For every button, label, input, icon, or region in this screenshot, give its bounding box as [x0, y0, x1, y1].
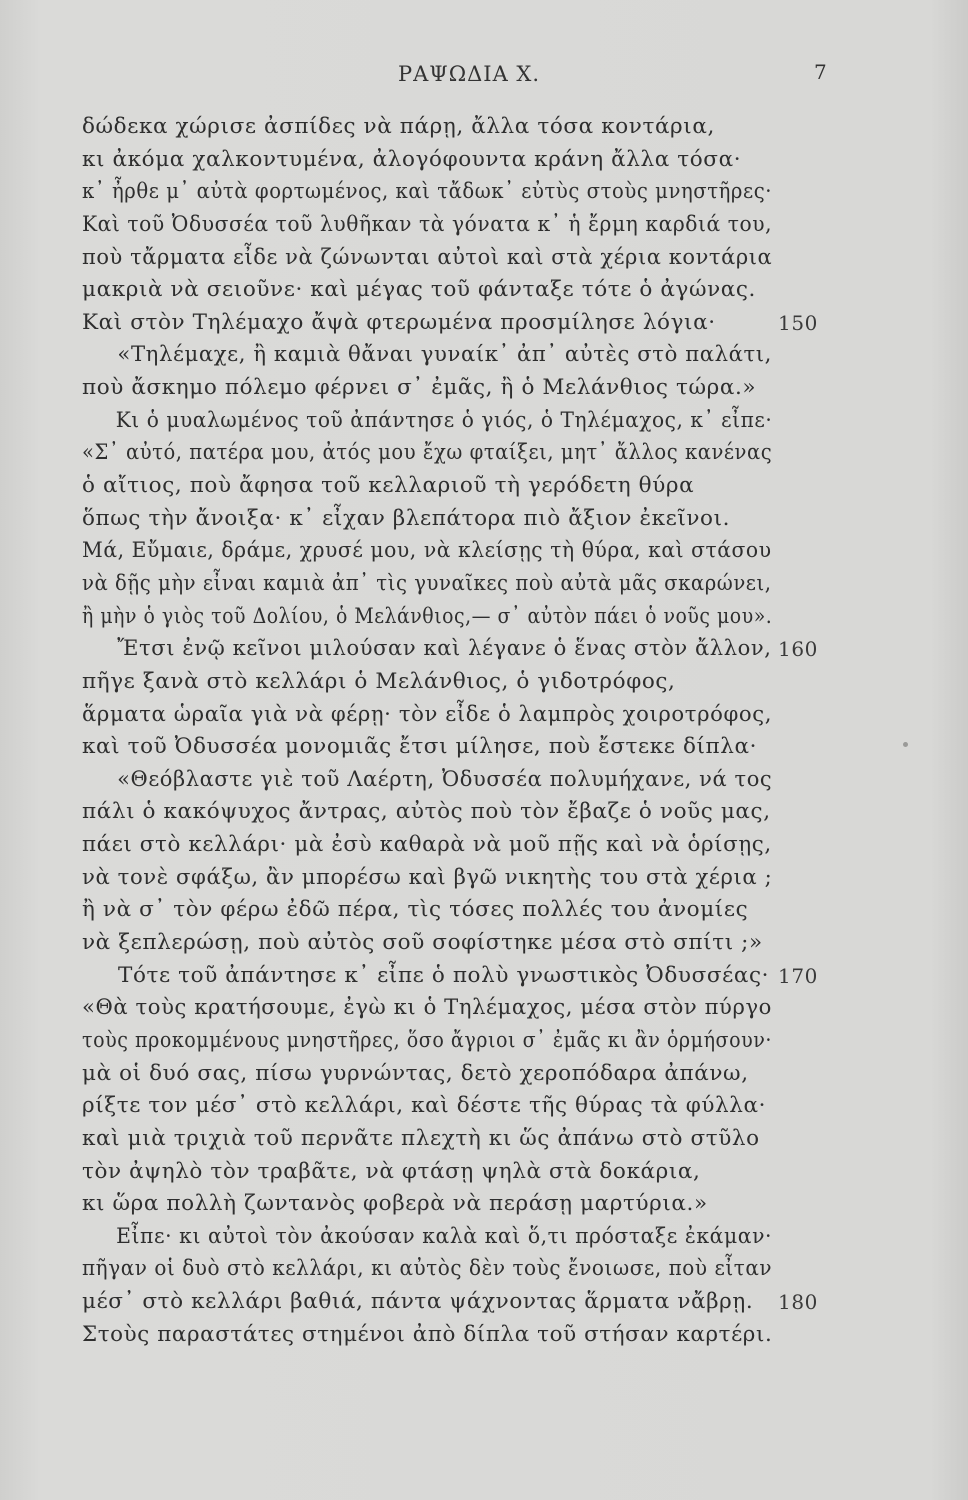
verse-line-text: ὁ αἴτιος, ποὺ ἄφησα τοῦ κελλαριοῦ τὴ γερόδετη θύρα	[82, 473, 695, 499]
verse-line	[82, 1286, 872, 1319]
verse-line-text: μὰ οἱ δυό σας, πίσω γυρνώντας, δετὸ χεροπόδαρα ἀπάνω,	[82, 1060, 749, 1086]
verse-line-text: νὰ ξεπλερώσῃ, ποὺ αὐτὸς σοῦ σοφίστηκε μέσα στὸ σπίτι ;»	[82, 930, 763, 956]
verse-line-text: «Τηλέμαχε, ἢ καμιὰ θἄναι γυναίκ᾿ ἀπ᾿ αὐτὲς στὸ παλάτι,	[117, 342, 773, 368]
verse-line	[82, 1025, 872, 1058]
verse-line-text: Τότε τοῦ ἀπάντησε κ᾿ εἶπε ὁ πολὺ γνωστικὸς Ὀδυσσέας·	[118, 962, 770, 988]
verse-line-text: δώδεκα χώρισε ἀσπίδες νὰ πάρῃ, ἄλλα τόσα κοντάρια,	[82, 114, 715, 139]
page-header	[0, 62, 968, 92]
verse-line-text: μέσ᾿ στὸ κελλάρι βαθιά, πάντα ψάχνοντας ἅρματα νἄβρῃ.	[82, 1289, 754, 1315]
verse-line	[82, 144, 872, 177]
verse-line-text: ποὺ τἄρματα εἶδε νὰ ζώνωνται αὐτοὶ καὶ στὰ χέρια κοντάρια	[82, 244, 773, 270]
verse-line-text: «Σ᾿ αὐτό, πατέρα μου, ἀτός μου ἔχω φταίξει, μητ᾿ ἄλλος κανένας	[82, 440, 773, 466]
verse-line-text: Καὶ στὸν Τηλέμαχο ἄψὰ φτερωμένα προσμίλησε λόγια·	[82, 309, 716, 335]
verse-line	[82, 1221, 872, 1254]
verse-line-text: Στοὺς παραστάτες στημένοι ἀπὸ δίπλα τοῦ στήσαν καρτέρι.	[82, 1321, 773, 1347]
verse-line	[82, 535, 872, 568]
line-number: 160	[778, 637, 818, 662]
verse-line	[82, 1156, 872, 1189]
verse-line	[82, 1188, 872, 1221]
verse-line-text: καὶ τοῦ Ὀδυσσέα μονομιᾶς ἔτσι μίλησε, ποὺ ἔστεκε δίπλα·	[82, 734, 758, 760]
verse-line	[82, 764, 872, 797]
verse-line-text: «Θὰ τοὺς κρατήσουμε, ἐγὼ κι ὁ Τηλέμαχος, μέσα στὸν πύργο	[82, 995, 772, 1021]
verse-line	[82, 274, 872, 307]
verse-line	[82, 666, 872, 699]
verse-line-text: κι ἀκόμα χαλκοντυμένα, ἀλογόφουντα κράνη ἄλλα τόσα·	[82, 146, 742, 172]
verse-line	[82, 503, 872, 536]
verse-line	[82, 862, 872, 895]
verse-line	[82, 731, 872, 764]
verse-line-text: Εἶπε· κι αὐτοὶ τὸν ἀκούσαν καλὰ καὶ ὅ,τι πρόσταξε ἐκάμαν·	[116, 1223, 773, 1249]
verse-line	[82, 894, 872, 927]
verse-line-text: καὶ μιὰ τριχιὰ τοῦ περνᾶτε πλεχτὴ κι ὥς ἀπάνω στὸ στῦλο	[82, 1125, 760, 1151]
verse-line-text: κι ὥρα πολλὴ ζωντανὸς φοβερὰ νὰ περάσῃ μαρτύρια.»	[82, 1191, 708, 1217]
page-number: 7	[814, 60, 827, 84]
verse-line	[82, 699, 872, 732]
verse-line	[82, 960, 872, 993]
verse-line-text: πάλι ὁ κακόψυχος ἄντρας, αὐτὸς ποὺ τὸν ἔβαζε ὁ νοῦς μας,	[82, 799, 771, 825]
verse-line	[82, 405, 872, 438]
verse-line-text: ρίξτε τον μέσ᾿ στὸ κελλάρι, καὶ δέστε τῆς θύρας τὰ φύλλα·	[82, 1093, 767, 1119]
verse-line	[82, 829, 872, 862]
verse-line-text: ἢ μὴν ὁ γιὸς τοῦ Δολίου, ὁ Μελάνθιος,— σ᾿ αὐτὸν πάει ὁ νοῦς μου».	[82, 603, 773, 629]
verse-line-text: ὅπως τὴν ἄνοιξα· κ᾿ εἶχαν βλεπάτορα πιὸ ἄξιον ἐκεῖνοι.	[82, 505, 731, 531]
paper-speck	[903, 742, 908, 747]
verse-line-text: «Θεόβλαστε γιὲ τοῦ Λαέρτη, Ὀδυσσέα πολυμήχανε, νά τος	[117, 766, 773, 792]
verse-line	[82, 176, 872, 209]
line-number: 150	[778, 310, 818, 335]
verse-line	[82, 1090, 872, 1123]
verse-line-text: ἅρματα ὡραῖα γιὰ νὰ φέρῃ· τὸν εἶδε ὁ λαμπρὸς χοιροτρόφος,	[82, 701, 773, 727]
verse-line	[82, 1253, 872, 1286]
line-number: 180	[778, 1290, 818, 1315]
verse-text-block	[82, 111, 872, 1351]
verse-line	[82, 927, 872, 960]
verse-line-text: πάει στὸ κελλάρι· μὰ ἐσὺ καθαρὰ νὰ μοῦ πῇς καὶ νὰ ὁρίσῃς,	[82, 832, 772, 858]
verse-line-text: Μά, Εὔμαιε, δράμε, χρυσέ μου, νὰ κλείσῃς τὴ θύρα, καὶ στάσου	[82, 538, 772, 564]
verse-line-text: μακριὰ νὰ σειοῦνε· καὶ μέγας τοῦ φάνταξε τότε ὁ ἀγώνας.	[82, 277, 756, 303]
verse-line	[82, 111, 872, 144]
verse-line-text: Καὶ τοῦ Ὀδυσσέα τοῦ λυθῆκαν τὰ γόνατα κ᾿ ἡ ἔρμη καρδιά του,	[82, 211, 773, 237]
verse-line-text: ποὺ ἄσκημο πόλεμο φέρνει σ᾿ ἐμᾶς, ἢ ὁ Μελάνθιος τώρα.»	[82, 375, 757, 401]
line-number: 170	[778, 963, 818, 988]
verse-line	[82, 1319, 872, 1352]
verse-line	[82, 470, 872, 503]
verse-line-text: τὸν ἀψηλὸ τὸν τραβᾶτε, νὰ φτάσῃ ψηλὰ στὰ δοκάρια,	[82, 1158, 701, 1184]
verse-line	[82, 992, 872, 1025]
verse-line	[82, 209, 872, 242]
verse-line-text: πῆγαν οἱ δυὸ στὸ κελλάρι, κι αὐτὸς δὲν τοὺς ἔνοιωσε, ποὺ εἶταν	[82, 1256, 773, 1282]
verse-line-text: Κι ὁ μυαλωμένος τοῦ ἀπάντησε ὁ γιός, ὁ Τηλέμαχος, κ᾿ εἶπε·	[115, 407, 773, 433]
verse-line	[82, 437, 872, 470]
verse-line	[82, 307, 872, 340]
verse-line	[82, 372, 872, 405]
verse-line-text: ἢ νὰ σ᾿ τὸν φέρω ἐδῶ πέρα, τὶς τόσες πολλές του ἀνομίες	[82, 897, 749, 923]
verse-line-text: Ἔτσι ἐνῷ κεῖνοι μιλούσαν καὶ λέγανε ὁ ἕνας στὸν ἄλλον,	[117, 636, 772, 662]
verse-line-text: νὰ δῇς μὴν εἶναι καμιὰ ἀπ᾿ τὶς γυναῖκες ποὺ αὐτὰ μᾶς σκαρώνει,	[82, 570, 772, 596]
verse-line-text: τοὺς προκομμένους μνηστῆρες, ὅσο ἄγριοι σ᾿ ἐμᾶς κι ἂν ὁρμήσουν·	[82, 1027, 772, 1053]
verse-line	[82, 796, 872, 829]
verse-line	[82, 633, 872, 666]
verse-line	[82, 1123, 872, 1156]
verse-line	[82, 1058, 872, 1091]
verse-line	[82, 568, 872, 601]
verse-line	[82, 242, 872, 275]
running-head: ΡΑΨΩΔΙΑ Χ.	[398, 62, 541, 86]
verse-line	[82, 339, 872, 372]
verse-line-text: πῆγε ξανὰ στὸ κελλάρι ὁ Μελάνθιος, ὁ γιδοτρόφος,	[82, 668, 676, 694]
verse-line-text: κ᾿ ἦρθε μ᾿ αὐτὰ φορτωμένος, καὶ τἄδωκ᾿ εὐτὺς στοὺς μνηστῆρες·	[82, 179, 773, 205]
verse-line	[82, 601, 872, 634]
verse-line-text: νὰ τονὲ σφάξω, ἂν μπορέσω καὶ βγῶ νικητὴς του στὰ χέρια ;	[82, 864, 773, 890]
